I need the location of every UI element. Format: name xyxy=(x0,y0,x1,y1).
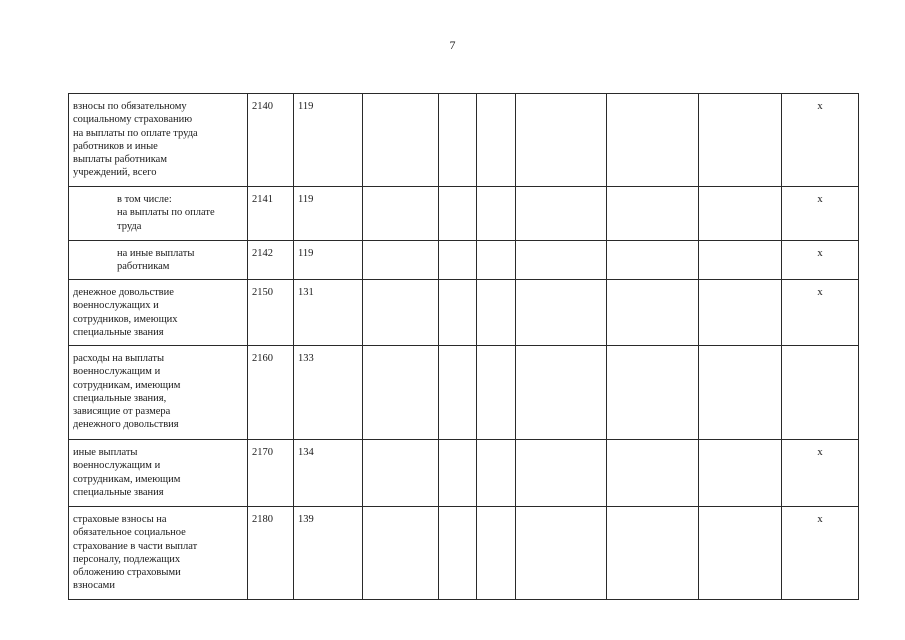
empty-cell xyxy=(516,280,607,346)
row-name-line: персоналу, подлежащих xyxy=(73,553,181,565)
row-name-cell xyxy=(69,507,248,600)
row-name-line: военнослужащих и xyxy=(73,300,159,312)
row-kosgu-cell: 134 xyxy=(294,440,363,507)
table-row xyxy=(69,440,859,507)
empty-cell xyxy=(516,241,607,280)
row-name-line: зависящие от размера xyxy=(73,406,171,418)
empty-cell xyxy=(699,241,782,280)
table-row xyxy=(69,346,859,440)
row-name-line: на выплаты по оплате труда xyxy=(73,127,198,139)
row-name-line: денежное довольствие xyxy=(73,287,174,298)
empty-cell xyxy=(516,346,607,440)
empty-cell xyxy=(516,440,607,507)
row-mark-cell: x xyxy=(782,440,859,507)
empty-cell xyxy=(607,280,699,346)
row-name-line: учреждений, всего xyxy=(73,167,157,179)
row-name-cell xyxy=(69,280,248,346)
row-name-line: работников и иные xyxy=(73,140,158,152)
row-name-line: в том числе: xyxy=(117,194,172,205)
row-name-cell xyxy=(69,440,248,507)
empty-cell xyxy=(516,507,607,600)
table-row xyxy=(69,280,859,346)
empty-cell xyxy=(439,241,477,280)
row-name-line: иные выплаты xyxy=(73,447,138,458)
row-code-cell: 2140 xyxy=(248,94,294,187)
row-kosgu-cell: 119 xyxy=(294,187,363,241)
row-name-cell xyxy=(69,241,248,280)
row-name-line: взносами xyxy=(73,580,115,592)
empty-cell xyxy=(439,280,477,346)
row-name-line: сотрудников, имеющих xyxy=(73,313,178,325)
empty-cell xyxy=(477,440,516,507)
row-name-line: на иные выплаты xyxy=(117,248,195,259)
row-name-line: взносы по обязательному xyxy=(73,101,187,112)
row-kosgu-cell: 131 xyxy=(294,280,363,346)
row-name-line: специальные звания xyxy=(73,486,164,498)
empty-cell xyxy=(607,241,699,280)
row-name-cell xyxy=(69,187,248,241)
table-row xyxy=(69,94,859,187)
table-row xyxy=(69,507,859,600)
empty-cell xyxy=(477,346,516,440)
row-name-line: военнослужащим и xyxy=(73,460,161,472)
row-name-line: сотрудникам, имеющим xyxy=(73,379,181,391)
row-name-line: выплаты работникам xyxy=(73,154,167,166)
empty-cell xyxy=(516,94,607,187)
empty-cell xyxy=(439,187,477,241)
row-kosgu-cell: 119 xyxy=(294,94,363,187)
row-name-line: обложению страховыми xyxy=(73,567,181,579)
empty-cell xyxy=(607,440,699,507)
row-name-line: обязательное социальное xyxy=(73,527,186,539)
empty-cell xyxy=(607,346,699,440)
empty-cell xyxy=(699,440,782,507)
empty-cell xyxy=(439,440,477,507)
empty-cell xyxy=(699,346,782,440)
row-mark-cell: x xyxy=(782,241,859,280)
empty-cell xyxy=(363,241,439,280)
budget-table xyxy=(68,93,859,600)
empty-cell xyxy=(477,507,516,600)
empty-cell xyxy=(477,94,516,187)
empty-cell xyxy=(699,507,782,600)
row-name-cell xyxy=(69,94,248,187)
empty-cell xyxy=(439,346,477,440)
row-code-cell: 2160 xyxy=(248,346,294,440)
row-name-line: расходы на выплаты xyxy=(73,353,165,364)
row-code-cell: 2180 xyxy=(248,507,294,600)
empty-cell xyxy=(699,187,782,241)
row-code-cell: 2141 xyxy=(248,187,294,241)
empty-cell xyxy=(363,440,439,507)
row-mark-cell: x xyxy=(782,507,859,600)
row-code-cell: 2150 xyxy=(248,280,294,346)
row-name-line: труда xyxy=(117,220,142,232)
row-mark-cell: x xyxy=(782,187,859,241)
row-name-line: социальному страхованию xyxy=(73,114,193,126)
empty-cell xyxy=(477,241,516,280)
empty-cell xyxy=(439,94,477,187)
row-kosgu-cell: 119 xyxy=(294,241,363,280)
row-name-line: страховые взносы на xyxy=(73,514,167,525)
empty-cell xyxy=(477,187,516,241)
empty-cell xyxy=(607,187,699,241)
empty-cell xyxy=(439,507,477,600)
page-number: 7 xyxy=(449,38,456,52)
empty-cell xyxy=(363,507,439,600)
row-name-line: страхование в части выплат xyxy=(73,540,198,552)
row-name-line: специальные звания xyxy=(73,326,164,338)
row-code-cell: 2170 xyxy=(248,440,294,507)
empty-cell xyxy=(477,280,516,346)
empty-cell xyxy=(699,94,782,187)
row-name-line: специальные звания, xyxy=(73,392,167,404)
empty-cell xyxy=(363,346,439,440)
empty-cell xyxy=(699,280,782,346)
empty-cell xyxy=(363,187,439,241)
row-mark-cell: x xyxy=(782,94,859,187)
empty-cell xyxy=(607,507,699,600)
row-kosgu-cell: 133 xyxy=(294,346,363,440)
table-row xyxy=(69,241,859,280)
row-kosgu-cell: 139 xyxy=(294,507,363,600)
row-name-line: денежного довольствия xyxy=(73,419,179,431)
row-mark-cell xyxy=(782,346,859,440)
row-name-line: работникам xyxy=(117,261,170,273)
empty-cell xyxy=(516,187,607,241)
empty-cell xyxy=(363,280,439,346)
row-code-cell: 2142 xyxy=(248,241,294,280)
empty-cell xyxy=(607,94,699,187)
row-name-line: на выплаты по оплате xyxy=(117,207,215,219)
row-name-line: сотрудникам, имеющим xyxy=(73,473,181,485)
row-mark-cell: x xyxy=(782,280,859,346)
empty-cell xyxy=(363,94,439,187)
row-name-cell xyxy=(69,346,248,440)
row-name-line: военнослужащим и xyxy=(73,366,161,378)
table-row xyxy=(69,187,859,241)
